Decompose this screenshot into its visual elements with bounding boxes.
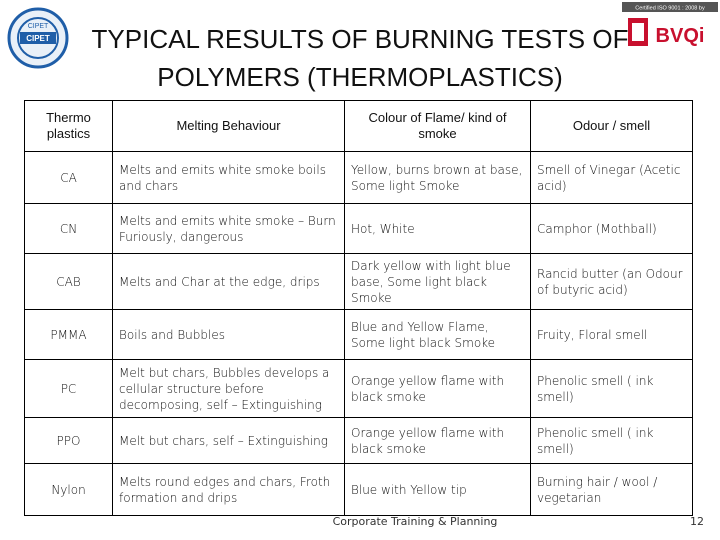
odour: Burning hair / wool / vegetarian — [531, 464, 693, 516]
flame-colour: Blue and Yellow Flame, Some light black Smoke — [345, 310, 531, 360]
odour: Camphor (Mothball) — [531, 204, 693, 254]
odour: Rancid butter (an Odour of butyric acid) — [531, 254, 693, 310]
odour: Phenolic smell ( ink smell) — [531, 418, 693, 464]
melting-behaviour: Melt but chars, self – Extinguishing — [113, 418, 345, 464]
table-row — [25, 360, 693, 418]
header-odour: Odour / smell — [531, 101, 693, 152]
logo-left-text-1: CIPET — [27, 23, 49, 30]
melting-behaviour: Melt but chars, Bubbles develops a cellular structure before decomposing, self – Extinguishing — [113, 360, 345, 418]
header-melting-behaviour: Melting Behaviour — [113, 101, 345, 152]
polymer-name: CA — [25, 152, 113, 204]
bvqi-banner-text: Certified ISO 9001 : 2008 by — [635, 5, 705, 12]
flame-colour: Orange yellow flame with black smoke — [345, 360, 531, 418]
page-number: 12 — [690, 515, 704, 528]
polymer-name: CAB — [25, 254, 113, 310]
polymer-name: PMMA — [25, 310, 113, 360]
flame-colour: Hot, White — [345, 204, 531, 254]
melting-behaviour: Melts and emits white smoke – Burn Furiously, dangerous — [113, 204, 345, 254]
flame-colour: Yellow, burns brown at base, Some light Smoke — [345, 152, 531, 204]
polymer-name: Nylon — [25, 464, 113, 516]
table-row — [25, 464, 693, 516]
melting-behaviour: Melts and Char at the edge, drips — [113, 254, 345, 310]
table-row — [25, 418, 693, 464]
polymer-name: CN — [25, 204, 113, 254]
bvqi-name: BVQi — [655, 25, 705, 47]
flame-colour: Orange yellow flame with black smoke — [345, 418, 531, 464]
table-header-row — [25, 101, 693, 152]
header-thermoplastics: Thermo plastics — [25, 101, 113, 152]
polymer-name: PC — [25, 360, 113, 418]
table-row — [25, 204, 693, 254]
melting-behaviour: Boils and Bubbles — [113, 310, 345, 360]
melting-behaviour: Melts round edges and chars, Froth formation and drips — [113, 464, 345, 516]
slide-title: TYPICAL RESULTS OF BURNING TESTS OF POLYMERS (THERMOPLASTICS) — [91, 24, 629, 92]
odour: Phenolic smell ( ink smell) — [531, 360, 693, 418]
burning-test-table — [24, 100, 693, 516]
polymer-name: PPO — [25, 418, 113, 464]
table-row — [25, 310, 693, 360]
cipet-logo — [6, 6, 70, 70]
odour: Smell of Vinegar (Acetic acid) — [531, 152, 693, 204]
melting-behaviour: Melts and emits white smoke boils and chars — [113, 152, 345, 204]
odour: Fruity, Floral smell — [531, 310, 693, 360]
header-flame-colour: Colour of Flame/ kind of smoke — [345, 101, 531, 152]
footer-text: Corporate Training & Planning — [332, 515, 498, 528]
flame-colour: Dark yellow with light blue base, Some light black Smoke — [345, 254, 531, 310]
table-row — [25, 254, 693, 310]
table-row — [25, 152, 693, 204]
logo-left-text-2: CIPET — [26, 34, 50, 43]
flame-colour: Blue with Yellow tip — [345, 464, 531, 516]
